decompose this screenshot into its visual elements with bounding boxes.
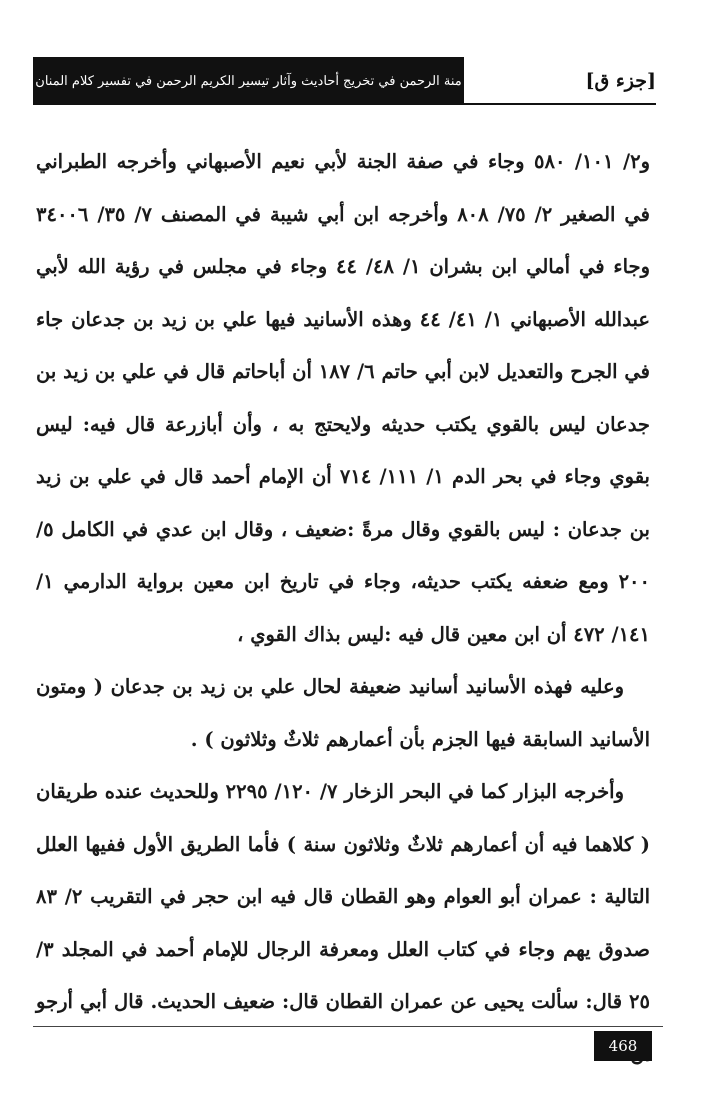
paragraph: وأخرجه البزار كما في البحر الزخار ٧/ ١٢٠/ ٢٢٩٥ وللحديث عنده طريقان ( كلاهما فيه أن أعمارهم ثلاثٌ وثلاثون سنة ) فأما الطريق الأول ففيها العلل التالية : عمران أبو العوام وهو القطان قال فيه ابن حجر في التقريب ٢/ ٨٣ صدوق يهم وجاء في كتاب العلل ومعرفة الرجال للإمام أحمد في المجلد ٣/ ٢٥ قال: سألت يحيى عن عمران القطان قال: ضعيف الحديث. قال أبي أرجو <box>36 780 650 1013</box>
header-divider <box>464 103 656 105</box>
footer-divider <box>33 1026 663 1027</box>
paragraph: و٢/ ١٠١/ ٥٨٠ وجاء في صفة الجنة لأبي نعيم الأصبهاني وأخرجه الطبراني في الصغير ٢/ ٧٥/ ٨٠٨ وأخرجه ابن أبي شيبة في المصنف ٧/ ٣٥/ ٣٤٠٠٦ وجاء في أمالي ابن بشران ١/ ٤٨/ ٤٤ وجاء في مجلس في رؤية الله لأبي عبدالله الأصبهاني ١/ ٤١/ ٤٤ وهذه الأسانيد فيها علي بن زيد بن جدعان جاء في الجرح والتعديل لابن أبي حاتم ٦/ ١٨٧ أن أباحاتم قال في علي بن زيد بن جدعان ليس بالقوي يكتب حديثه ولايحتج به ، وأن أبازرعة قال فيه: ليس بقوي وجاء في بحر الدم ١/ ١١١/ ٧١٤ أن الإمام أحمد قال في علي بن زيد بن جدعان : ليس بالقوي وقال مرةً :ضعيف ، وقال ابن عدي في الكامل ٥/ ٢٠٠ ومع ضعفه يكتب حديثه، وجاء في تاريخ ابن معين برواية الدارمي ١/ ١٤١/ ٤٧٢ أن ابن معين قال فيه :ليس بذاك القوي ، <box>36 150 651 646</box>
page-body <box>36 136 650 1081</box>
book-title: منة الرحمن في تخريج أحاديث وآثار تيسير الكريم الرحمن في تفسير كلام المنان <box>35 73 462 89</box>
paragraph: وعليه فهذه الأسانيد أسانيد ضعيفة لحال علي بن زيد بن جدعان ( ومتون الأسانيد السابقة فيها الجزم بأن أعمارهم ثلاثٌ وثلاثون ) . <box>36 675 650 751</box>
part-label: [جزء ق] <box>585 70 656 92</box>
book-title-banner <box>33 57 464 105</box>
page-number: 468 <box>594 1031 652 1061</box>
page-header <box>33 57 656 105</box>
